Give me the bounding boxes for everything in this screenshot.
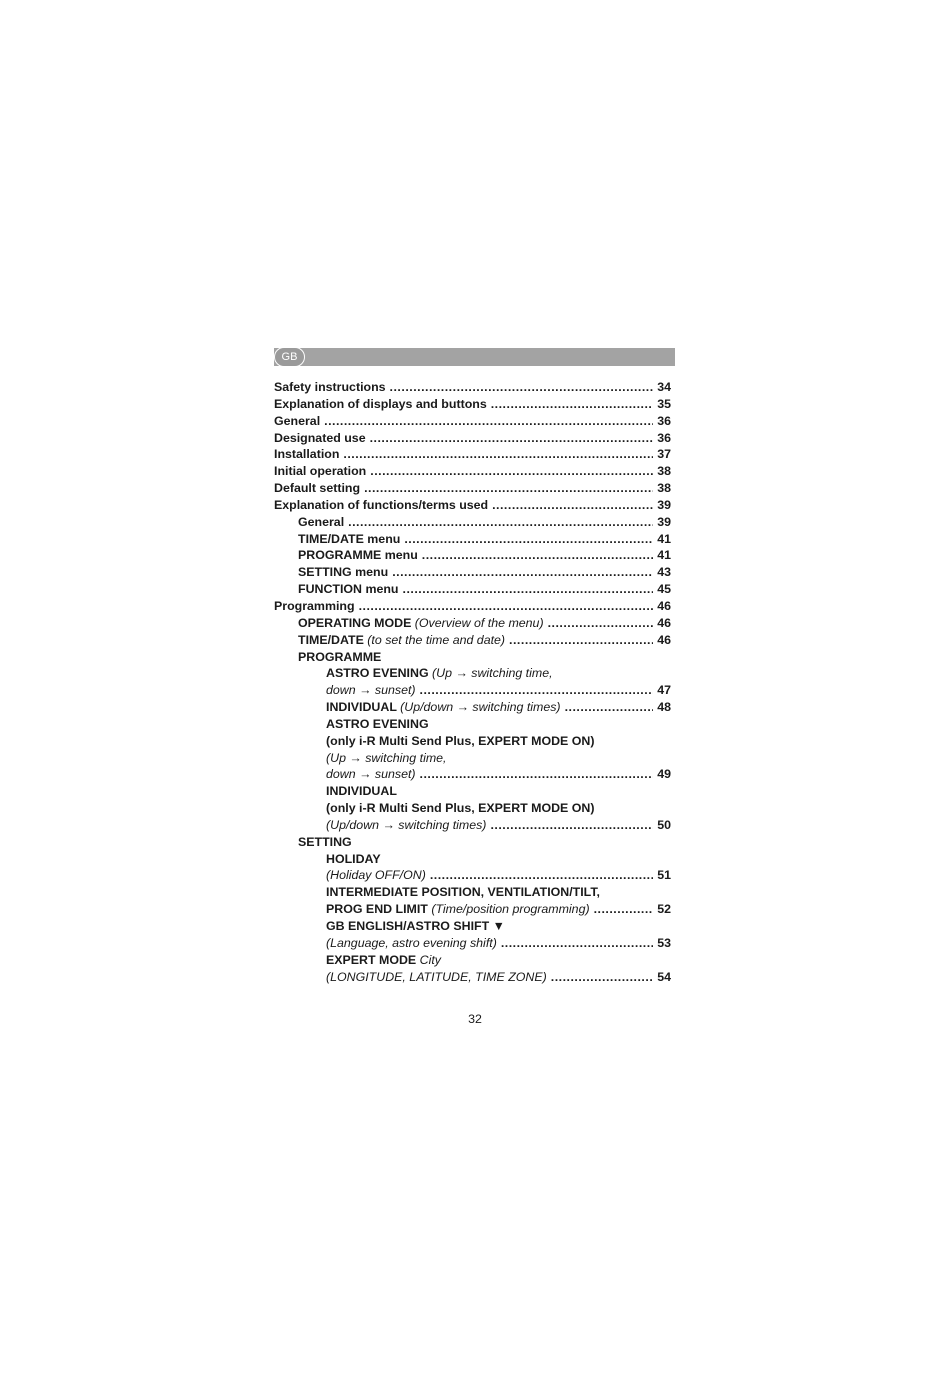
toc-entry-title <box>326 699 561 716</box>
toc-entry-page: 43 <box>657 565 671 580</box>
toc-entry <box>274 918 671 935</box>
dot-leader <box>324 413 653 430</box>
toc-entry-text: INDIVIDUAL <box>326 784 397 799</box>
toc-entry <box>274 430 671 447</box>
toc-entry <box>274 564 671 581</box>
toc-entry-title <box>274 497 488 514</box>
toc-entry-text: Explanation of functions/terms used <box>274 497 489 512</box>
toc-entry <box>274 817 671 834</box>
toc-entry-title <box>298 531 400 548</box>
toc-entry-page: 48 <box>657 700 671 715</box>
dot-leader <box>370 463 653 480</box>
toc-entry <box>274 581 671 598</box>
toc-entry-page: 34 <box>657 380 671 394</box>
toc-entry-text: SETTING <box>298 834 352 849</box>
toc-entry-title <box>326 935 497 952</box>
toc-entry-title <box>326 682 416 699</box>
toc-entry-text: General <box>274 413 321 428</box>
dot-leader <box>492 497 653 514</box>
dot-leader <box>422 547 653 564</box>
toc-entry <box>274 851 671 868</box>
toc-entry-page: 50 <box>657 817 671 832</box>
toc-entry-page: 53 <box>657 935 671 950</box>
toc-entry-page: 45 <box>657 582 671 597</box>
dot-leader <box>509 632 653 649</box>
toc-entry-page: 35 <box>657 396 671 411</box>
toc-entry-text: PROGRAMME menu <box>298 548 418 563</box>
toc-entry-title <box>274 396 487 413</box>
toc-entry <box>274 598 671 615</box>
toc-entry <box>274 632 671 649</box>
toc-entry-page: 38 <box>657 481 671 496</box>
toc-entry <box>274 531 671 548</box>
toc-entry <box>274 699 671 716</box>
dot-leader <box>490 817 653 834</box>
toc-entry-text: (to set the time and date) <box>367 632 506 647</box>
toc-entry-text: INTERMEDIATE POSITION, VENTILATION/TILT, <box>326 885 600 900</box>
toc-entry-text: (Overview of the menu) <box>414 615 544 630</box>
toc-entry-text: PROG END LIMIT <box>326 902 432 917</box>
toc-entry-title <box>326 800 594 817</box>
toc-entry-page: 41 <box>657 548 671 563</box>
toc-entry <box>274 615 671 632</box>
page-number: 32 <box>468 1012 482 1026</box>
toc-entry-page: 39 <box>657 497 671 512</box>
toc-entry-title <box>326 665 553 682</box>
toc-entry <box>274 733 671 750</box>
toc-entry-text: (only i-R Multi Send Plus, EXPERT MODE ON) <box>326 733 595 748</box>
dot-leader <box>594 901 654 918</box>
dot-leader <box>343 446 653 463</box>
toc-entry-text: ASTRO EVENING <box>326 716 429 731</box>
toc-entry-text: HOLIDAY <box>326 851 381 866</box>
toc-entry-page: 51 <box>657 868 671 883</box>
toc-entry-title <box>298 514 344 531</box>
toc-entry-title <box>298 581 399 598</box>
toc-entry-page: 46 <box>657 632 671 647</box>
toc-entry-title <box>326 851 381 868</box>
toc-entry-title <box>326 750 447 767</box>
toc-entry-page: 49 <box>657 767 671 782</box>
toc-entry-text: Programming <box>274 598 355 613</box>
toc-entry <box>274 463 671 480</box>
toc-entry <box>274 766 671 783</box>
dot-leader <box>348 514 653 531</box>
toc-entry-text: (Time/position programming) <box>431 902 590 917</box>
toc-entry-text: Explanation of displays and buttons <box>274 396 487 411</box>
toc-entry-title <box>298 834 352 851</box>
toc-entry-page: 46 <box>657 598 671 613</box>
dot-leader <box>548 615 654 632</box>
toc-entry-title <box>274 413 320 430</box>
dot-leader <box>420 682 654 699</box>
toc-entry-page: 36 <box>657 430 671 445</box>
toc-entry-title <box>274 598 355 615</box>
dot-leader <box>364 480 653 497</box>
dot-leader <box>403 581 654 598</box>
toc-entry-title <box>274 480 360 497</box>
toc-entry-page: 54 <box>657 969 671 984</box>
toc-entry-title <box>326 969 547 986</box>
dot-leader <box>392 564 653 581</box>
toc-entry-text: (Up → switching time, <box>326 750 447 765</box>
toc-entry-text: ASTRO EVENING <box>326 666 433 681</box>
toc-entry-page: 38 <box>657 464 671 479</box>
toc-entry-title <box>298 632 505 649</box>
dot-leader <box>390 379 654 396</box>
toc-entry-page: 39 <box>657 514 671 529</box>
toc-entry <box>274 396 671 413</box>
dot-leader <box>404 531 653 548</box>
toc-entry <box>274 514 671 531</box>
toc-entry <box>274 952 671 969</box>
toc-entry-text: Installation <box>274 447 340 462</box>
toc-entry-title <box>326 918 505 935</box>
toc-entry-text: TIME/DATE <box>298 632 368 647</box>
toc-entry-text: Initial operation <box>274 464 367 479</box>
toc-entry-page: 36 <box>657 413 671 428</box>
toc-entry <box>274 800 671 817</box>
toc-entry-page: 37 <box>657 447 671 462</box>
toc-entry-text: OPERATING MODE <box>298 615 415 630</box>
toc-entry <box>274 750 671 767</box>
toc-entry <box>274 834 671 851</box>
dot-leader <box>551 969 653 986</box>
toc-entry-title <box>274 463 366 480</box>
toc-entry-text: (LONGITUDE, LATITUDE, TIME ZONE) <box>326 969 547 984</box>
toc-entry-text: City <box>419 952 441 967</box>
dot-leader <box>491 396 653 413</box>
toc-entry-title <box>298 547 418 564</box>
section-header-bar <box>274 348 675 366</box>
dot-leader <box>370 430 654 447</box>
language-badge: GB <box>274 347 305 367</box>
toc-entry-title <box>326 783 397 800</box>
toc-entry-text: TIME/DATE menu <box>298 531 401 546</box>
toc-entry <box>274 497 671 514</box>
toc-entry-text: (Holiday OFF/ON) <box>326 868 426 883</box>
toc-entry <box>274 446 671 463</box>
toc-entry <box>274 867 671 884</box>
toc-entry <box>274 884 671 901</box>
toc-entry-text: (Up → switching time, <box>432 666 553 681</box>
dot-leader <box>430 867 653 884</box>
toc-entry-text: (Up/down → switching times) <box>326 817 487 832</box>
toc-entry-title <box>274 379 386 396</box>
toc-entry <box>274 379 671 396</box>
toc-entry-text: Default setting <box>274 481 361 496</box>
dot-leader <box>501 935 653 952</box>
toc-entry <box>274 716 671 733</box>
toc-entry <box>274 547 671 564</box>
toc-entry-title <box>326 867 426 884</box>
toc-entry-text: PROGRAMME <box>298 649 382 664</box>
toc-entry-page: 47 <box>657 683 671 698</box>
toc-entry <box>274 413 671 430</box>
table-of-contents <box>274 379 671 985</box>
toc-entry-text: FUNCTION menu <box>298 582 399 597</box>
toc-entry <box>274 665 671 682</box>
toc-entry <box>274 783 671 800</box>
toc-entry <box>274 935 671 952</box>
toc-entry-title <box>326 884 600 901</box>
toc-entry-text: Safety instructions <box>274 380 386 394</box>
toc-entry-text: down → sunset) <box>326 683 416 698</box>
dot-leader <box>565 699 654 716</box>
toc-entry-text: Designated use <box>274 430 366 445</box>
toc-entry-page: 41 <box>657 531 671 546</box>
toc-entry-title <box>274 446 339 463</box>
toc-entry-page: 52 <box>657 902 671 917</box>
toc-entry-title <box>274 430 366 447</box>
toc-entry-title <box>326 901 590 918</box>
toc-entry-title <box>298 615 544 632</box>
dot-leader <box>420 766 654 783</box>
toc-entry-text: down → sunset) <box>326 767 416 782</box>
toc-entry-title <box>326 952 441 969</box>
toc-entry-title <box>298 649 381 666</box>
toc-entry-text: GB ENGLISH/ASTRO SHIFT ▼ <box>326 919 505 933</box>
toc-entry-title <box>298 564 388 581</box>
toc-entry-text: INDIVIDUAL <box>326 700 401 715</box>
toc-entry-title <box>326 817 486 834</box>
toc-entry-text: EXPERT MODE <box>326 952 420 967</box>
toc-entry-text: SETTING menu <box>298 565 389 580</box>
toc-entry-text: (only i-R Multi Send Plus, EXPERT MODE ON) <box>326 801 595 816</box>
toc-entry <box>274 969 671 986</box>
toc-entry-title <box>326 716 429 733</box>
toc-entry-title <box>326 766 416 783</box>
toc-entry <box>274 480 671 497</box>
toc-entry-title <box>326 733 594 750</box>
toc-entry-text: General <box>298 514 345 529</box>
toc-entry <box>274 649 671 666</box>
toc-entry-text: (Language, astro evening shift) <box>326 935 497 950</box>
toc-entry-text: (Up/down → switching times) <box>400 700 561 715</box>
dot-leader <box>359 598 654 615</box>
toc-entry-page: 46 <box>657 615 671 630</box>
toc-entry <box>274 682 671 699</box>
toc-entry <box>274 901 671 918</box>
